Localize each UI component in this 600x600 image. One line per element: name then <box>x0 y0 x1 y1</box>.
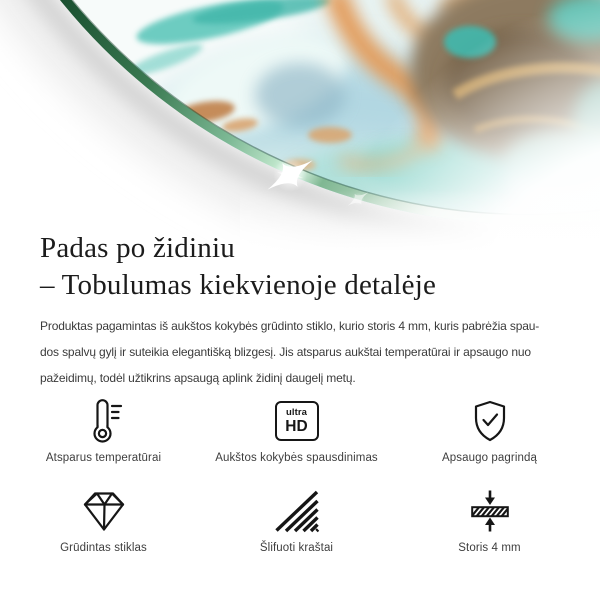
feature-item-tempered-glass <box>7 486 200 554</box>
thermometer-icon <box>82 397 126 445</box>
description-line: Produktas pagamintas iš aukštos kokybės grūdinto stiklo, kurio storis 4 mm, kuris pabrėžia spau- <box>40 319 540 333</box>
description-line: dos spalvų gylį ir suteikia elegantišką blizgesį. Jis atsparus aukštai temperatūrai ir apsaugo nuo <box>40 345 531 359</box>
product-photo <box>0 0 600 250</box>
feature-label: Atsparus temperatūrai <box>45 452 162 464</box>
feature-label: Grūdintas stiklas <box>60 542 147 554</box>
product-description <box>40 313 580 391</box>
shield-check-icon <box>470 399 510 443</box>
thickness-icon <box>468 488 512 534</box>
feature-label: Šlifuoti kraštai <box>259 542 334 554</box>
feature-label: Apsaugo pagrindą <box>442 452 537 464</box>
feature-label: Aukštos kokybės spausdinimas <box>215 452 378 464</box>
feature-item-heat-resistant <box>7 396 200 464</box>
feature-item-thickness <box>393 486 586 554</box>
ultra-hd-icon: ultra HD <box>275 401 319 441</box>
diamond-icon <box>81 490 127 532</box>
feature-item-ultra-hd-print <box>200 396 393 464</box>
feature-item-polished-edges <box>200 486 393 554</box>
page-title <box>40 230 580 304</box>
feature-grid <box>7 396 593 554</box>
feature-label: Storis 4 mm <box>458 542 521 554</box>
description-line: pažeidimų, todėl užtikrins apsaugą aplink židinį daugelį metų. <box>40 371 356 385</box>
title-line-1: Padas po židiniu <box>40 232 235 264</box>
title-line-2: – Tobulumas kiekvienoje detalėje <box>40 269 437 301</box>
feature-item-protects-base <box>393 396 586 464</box>
polished-edges-icon <box>274 489 320 533</box>
